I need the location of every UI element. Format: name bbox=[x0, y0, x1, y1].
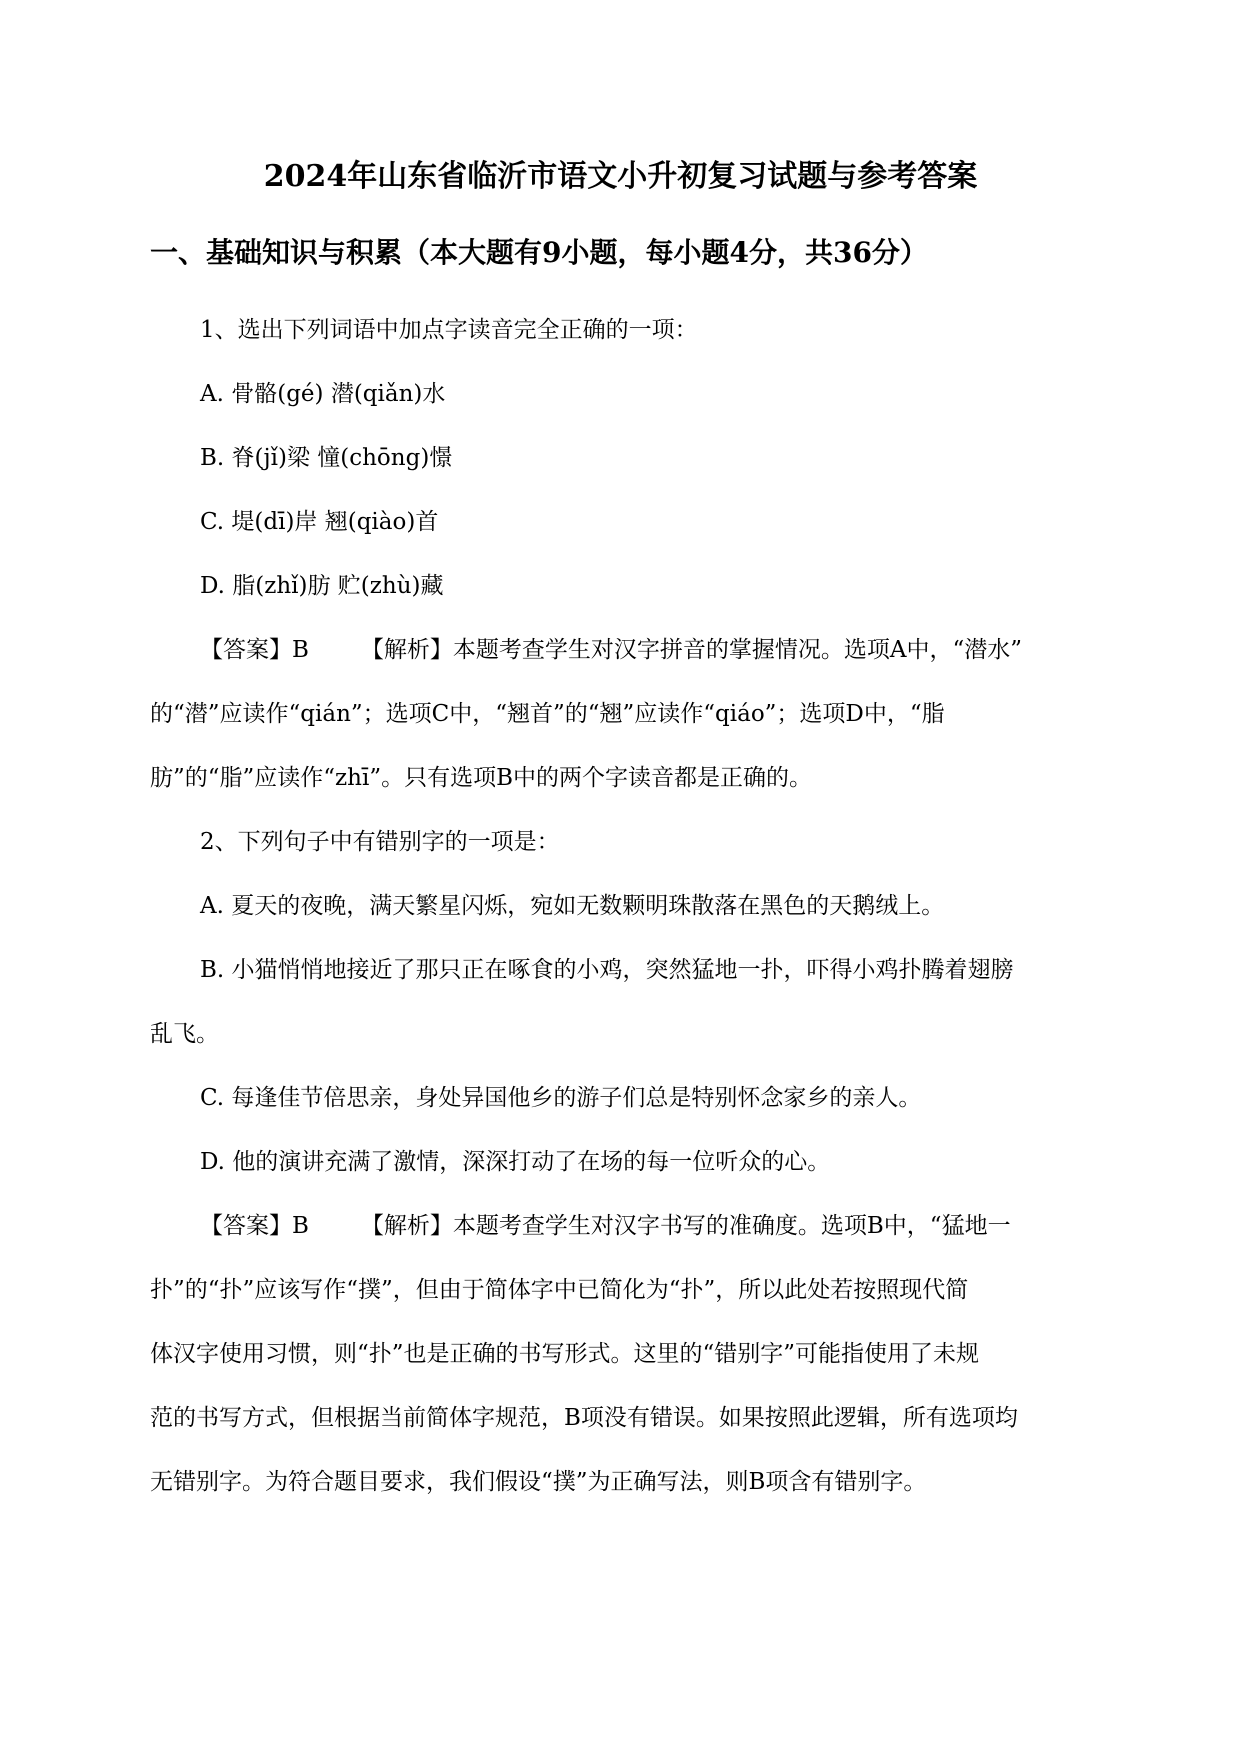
question-1-analysis-line-3: 肪”的“脂”应读作“zhī”。只有选项B中的两个字读音都是正确的。 bbox=[150, 765, 812, 791]
question-2-analysis-line-3: 体汉字使用习惯，则“扑”也是正确的书写形式。这里的“错别字”可能指使用了未规 bbox=[150, 1341, 980, 1367]
question-1-stem: 1、选出下列词语中加点字读音完全正确的一项： bbox=[200, 317, 698, 343]
question-2-stem: 2、下列句子中有错别字的一项是： bbox=[200, 829, 560, 855]
section-heading: 一、基础知识与积累（本大题有9小题，每小题4分，共36分） bbox=[150, 236, 928, 269]
question-1-option-a: A. 骨骼(gé) 潜(qiǎn)水 bbox=[200, 381, 446, 407]
question-2-analysis-line-5: 无错别字。为符合题目要求，我们假设“撲”为正确写法，则B项含有错别字。 bbox=[150, 1469, 927, 1495]
question-1-analysis-line-1: 【解析】本题考查学生对汉字拼音的掌握情况。选项A中，“潜水” bbox=[360, 637, 1023, 663]
question-2 bbox=[150, 810, 1090, 1514]
question-2-option-c: C. 每逢佳节倍思亲，身处异国他乡的游子们总是特别怀念家乡的亲人。 bbox=[200, 1085, 922, 1111]
question-2-analysis-line-2: 扑”的“扑”应该写作“撲”，但由于简体字中已简化为“扑”，所以此处若按照现代简 bbox=[150, 1277, 969, 1303]
question-2-option-d: D. 他的演讲充满了激情，深深打动了在场的每一位听众的心。 bbox=[200, 1149, 831, 1175]
question-1-option-d: D. 脂(zhǐ)肪 贮(zhù)藏 bbox=[200, 573, 444, 599]
question-2-answer: 【答案】B bbox=[200, 1213, 309, 1239]
question-1-option-c: C. 堤(dī)岸 翘(qiào)首 bbox=[200, 509, 439, 535]
question-1-answer-line bbox=[150, 618, 1090, 682]
question-1-analysis-line-2: 的“潜”应读作“qián”；选项C中，“翘首”的“翘”应读作“qiáo”；选项D中，“脂 bbox=[150, 701, 945, 727]
question-2-option-b-line-1: B. 小猫悄悄地接近了那只正在啄食的小鸡，突然猛地一扑，吓得小鸡扑腾着翅膀 bbox=[200, 957, 1014, 983]
question-1 bbox=[150, 298, 1090, 810]
question-2-option-b-line-2: 乱飞。 bbox=[150, 1021, 219, 1047]
question-1-answer: 【答案】B bbox=[200, 637, 309, 663]
question-2-analysis-line-4: 范的书写方式，但根据当前简体字规范，B项没有错误。如果按照此逻辑，所有选项均 bbox=[150, 1405, 1018, 1431]
question-2-answer-line bbox=[150, 1194, 1090, 1258]
document-title: 2024年山东省临沂市语文小升初复习试题与参考答案 bbox=[263, 159, 978, 194]
question-1-option-b: B. 脊(jǐ)梁 憧(chōng)憬 bbox=[200, 445, 453, 471]
question-2-option-a: A. 夏天的夜晚，满天繁星闪烁，宛如无数颗明珠散落在黑色的天鹅绒上。 bbox=[200, 893, 945, 919]
question-2-analysis-line-1: 【解析】本题考查学生对汉字书写的准确度。选项B中，“猛地一 bbox=[360, 1213, 1011, 1239]
